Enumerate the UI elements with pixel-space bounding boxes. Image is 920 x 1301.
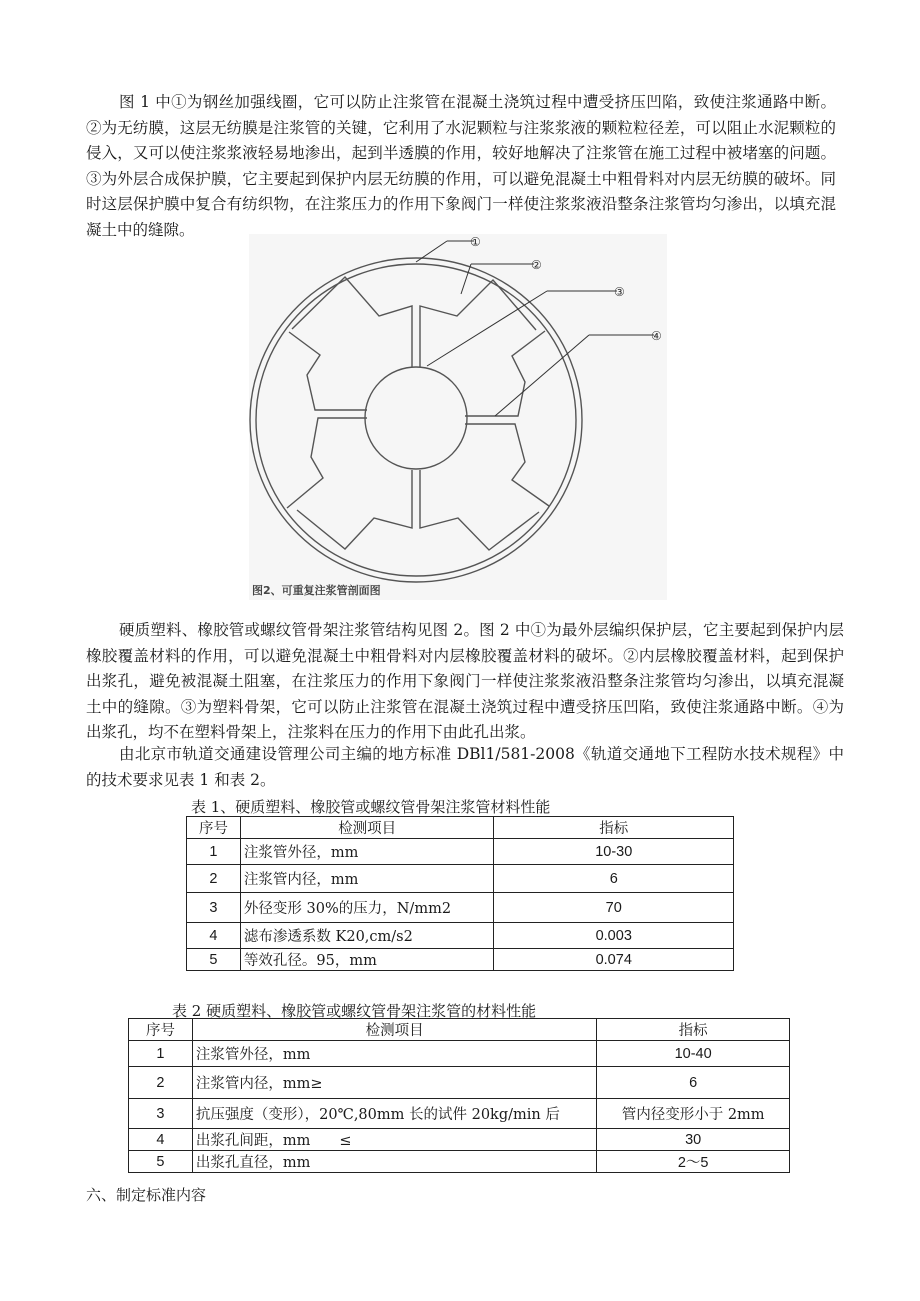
outer-ring-inner [256,264,576,576]
cell-item: 注浆管外径，mm [192,1041,596,1067]
cell-index: 1 [129,1041,193,1067]
cell-index: 5 [187,949,241,971]
table-row [187,923,734,949]
cross-section-figure [249,234,667,600]
cell-index: 4 [187,923,241,949]
skeleton-arm-top-left [292,277,412,367]
cell-value: 10-40 [597,1041,790,1067]
skeleton-arm-bottom-left [297,470,412,549]
cell-item: 出浆孔间距，mm ≤ [192,1129,596,1151]
table-1 [186,816,734,971]
cell-value: 10-30 [494,839,734,865]
table1-caption: 表 1、硬质塑料、橡胶管或螺纹管骨架注浆管材料性能 [191,798,551,816]
cross-section-diagram [249,234,667,600]
skeleton-arm-right-mid [465,424,549,506]
cell-index: 5 [129,1151,193,1173]
table-row [187,865,734,893]
cell-item: 出浆孔直径，mm [192,1151,596,1173]
paragraph-figure1-description: 图 1 中①为钢丝加强线圈，它可以防止注浆管在混凝土浇筑过程中遭受挤压凹陷，致使注浆通路中断。②为无纺膜，这层无纺膜是注浆管的关键，它利用了水泥颗粒与注浆浆液的颗粒粒径差，可以阻止水泥颗粒的侵入，又可以使注浆浆液轻易地渗出，起到半透膜的作用，较好地解决了注浆管在施工过程中被堵塞的问题。③为外层合成保护膜，它主要起到保护内层无纺膜的作用，可以避免混凝土中粗骨料对内层无纺膜的破坏。同时这层保护膜中复合有纺织物，在注浆压力的作用下象阀门一样使注浆浆液沿整条注浆管均匀渗出，以填充混凝土中的缝隙。 [86,93,836,239]
cell-index: 4 [129,1129,193,1151]
header-item: 检测项目 [240,817,494,839]
header-index: 序号 [187,817,241,839]
paragraph-standard-reference: 由北京市轨道交通建设管理公司主编的地方标准 DBl1/581-2008《轨道交通地下工程防水技术规程》中的技术要求见表 1 和表 2。 [86,745,844,789]
skeleton-arm-left-lower [287,418,367,508]
outer-ring-outer [250,258,582,582]
table-row [129,1129,790,1151]
table-row [129,1041,790,1067]
figure-caption: 图2、可重复注浆管剖面图 [252,584,381,597]
table-row [129,1067,790,1099]
cell-item: 滤布渗透系数 K20,cm/s2 [240,923,494,949]
cell-value: 2～5 [597,1151,790,1173]
leader-line-2 [461,264,471,294]
cell-item: 等效孔径。95，mm [240,949,494,971]
cell-index: 2 [187,865,241,893]
cell-item: 注浆管内径，mm [240,865,494,893]
table-row [187,839,734,865]
label-3: ③ [614,285,625,299]
label-2: ② [531,258,542,272]
cell-value: 70 [494,893,734,923]
cell-value: 6 [494,865,734,893]
paragraph-figure2-description: 硬质塑料、橡胶管或螺纹管骨架注浆管结构见图 2。图 2 中①为最外层编织保护层，它主要起到保护内层橡胶覆盖材料的作用，可以避免混凝土中粗骨料对内层橡胶覆盖材料的破坏。②内层橡胶覆盖材料，起到保护出浆孔，避免被混凝土阻塞，在注浆压力的作用下象阀门一样使注浆浆液沿整条注浆管均匀渗出，以填充混凝土中的缝隙。③为塑料骨架，它可以防止注浆管在混凝土浇筑过程中遭受挤压凹陷，致使注浆通路中断。④为出浆孔，均不在塑料骨架上，注浆料在压力的作用下由此孔出浆。 [86,621,844,741]
cell-value: 0.074 [494,949,734,971]
header-index: 序号 [129,1019,193,1041]
cell-value: 6 [597,1067,790,1099]
cell-value: 30 [597,1129,790,1151]
table-header-row [187,817,734,839]
cell-value: 0.003 [494,923,734,949]
leader-line-3 [427,291,547,366]
cell-item: 抗压强度（变形），20℃,80mm 长的试件 20kg/min 后 [192,1099,596,1129]
table-2 [128,1018,790,1173]
cell-index: 2 [129,1067,193,1099]
cell-item: 外径变形 30%的压力，N/mm2 [240,893,494,923]
section-heading: 六、制定标准内容 [86,1186,207,1204]
center-hole [365,367,467,469]
label-1: ① [470,235,481,249]
skeleton-arm-left-upper [289,332,367,410]
cell-item: 注浆管外径，mm [240,839,494,865]
table2-caption: 表 2 硬质塑料、橡胶管或螺纹管骨架注浆管的材料性能 [172,1002,537,1020]
header-item: 检测项目 [192,1019,596,1041]
cell-value: 管内径变形小于 2mm [597,1099,790,1129]
cell-index: 3 [187,893,241,923]
label-4: ④ [651,329,662,343]
header-value: 指标 [597,1019,790,1041]
cell-index: 1 [187,839,241,865]
table-header-row [129,1019,790,1041]
cell-item: 注浆管内径，mm≥ [192,1067,596,1099]
header-value: 指标 [494,817,734,839]
table-row [129,1099,790,1129]
table-row [129,1151,790,1173]
table-row [187,949,734,971]
table-row [187,893,734,923]
skeleton-arm-right-upper [465,331,545,416]
cell-index: 3 [129,1099,193,1129]
